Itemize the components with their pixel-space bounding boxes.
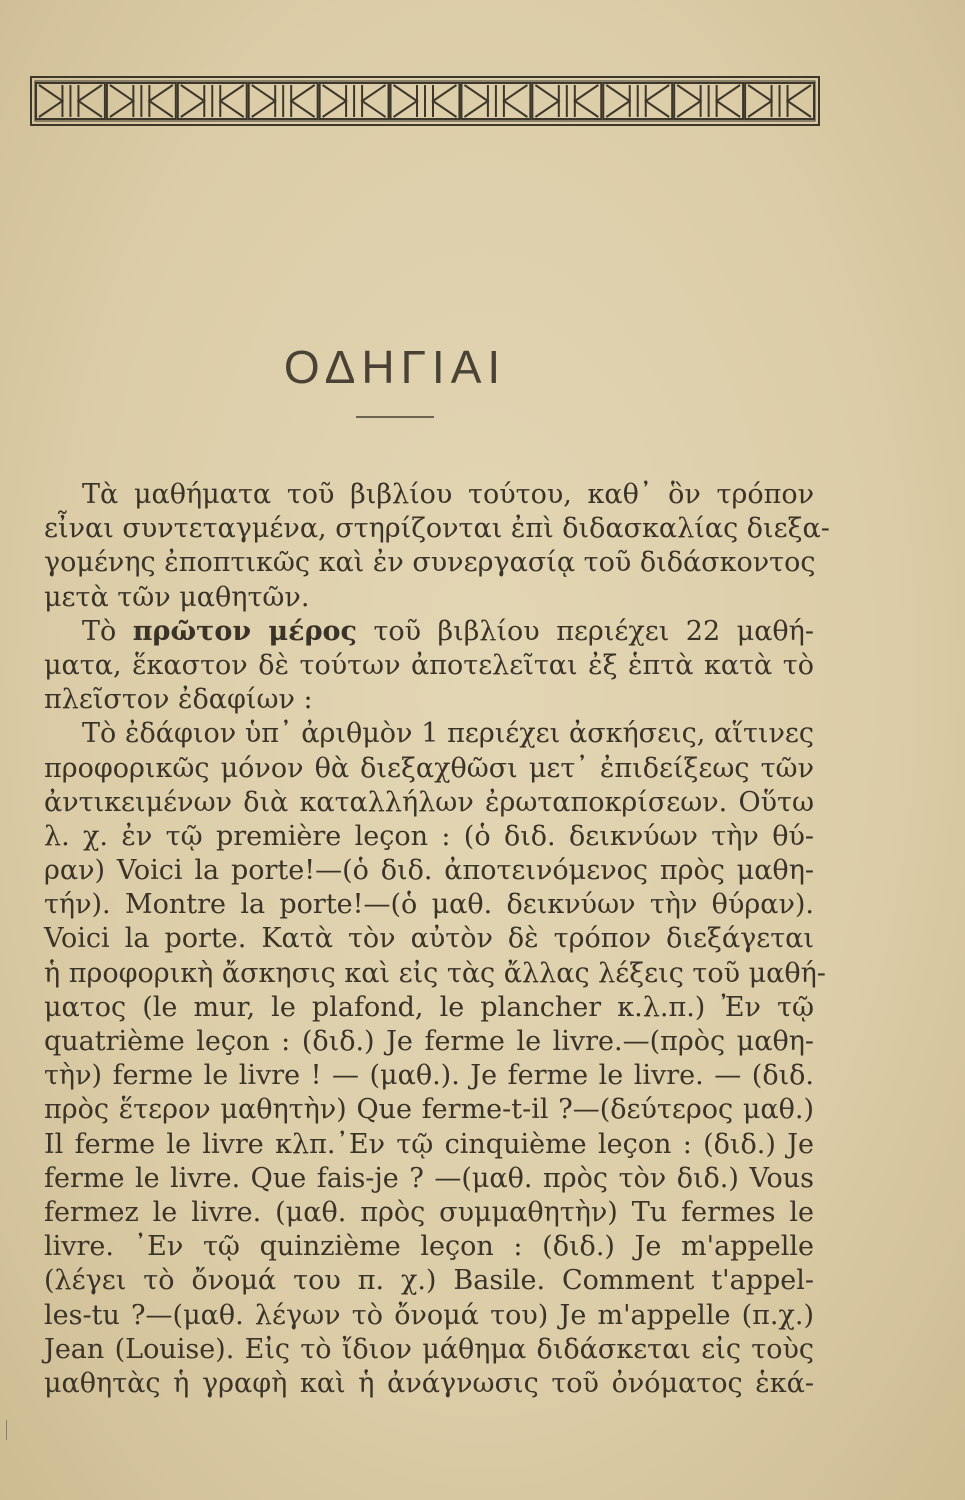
text-line: les-tu ?—(μαθ. λέγων τὸ ὄνομά του) Je m'appelle (π.χ.) [44, 1299, 814, 1331]
ornament-motif [252, 85, 315, 117]
text-line: Τὰ μαθήματα τοῦ βιβλίου τούτου, καθ᾿ ὃν τρόπον [82, 479, 814, 510]
text-line: Τὸ ἐδάφιον ὑπ᾿ ἀριθμὸν 1 περιέχει ἀσκήσεις, αἵτινες [82, 718, 814, 750]
margin-mark [6, 1420, 21, 1440]
text-line: τὴν) ferme le livre ! — (μαθ.). Je ferme le livre. — (διδ. [44, 1060, 814, 1092]
text-line: πλεῖστον ἐδαφίων : [44, 684, 313, 716]
text-line: ἀντικειμένων διὰ καταλλήλων ἐρωταποκρίσεων. Οὕτω [44, 786, 814, 818]
ornament-motif [394, 85, 457, 117]
text-line: livre. ᾿Εν τῷ quinzième leçon : (διδ.) Je m'appelle [44, 1231, 814, 1263]
text-line: πρὸς ἕτερον μαθητὴν) Que ferme-t-il ?—(δεύτερος μαθ.) [44, 1094, 814, 1126]
text-line: Il ferme le livre κλπ.᾿Εν τῷ cinquième leçon : (διδ.) Je [44, 1128, 814, 1160]
ornament-motif [39, 85, 102, 117]
text-line: μετὰ τῶν μαθητῶν. [44, 581, 310, 613]
text-line: προφορικῶς μόνον θὰ διεξαχθῶσι μετ᾿ ἐπιδείξεως τῶν [44, 752, 814, 784]
ornament-motif [181, 85, 244, 117]
ornament-motif [110, 85, 173, 117]
greek-key-border [30, 76, 820, 126]
text-line: ferme le livre. Que fais-je ? —(μαθ. πρὸς τὸν διδ.) Vous [44, 1162, 814, 1194]
body-text [44, 478, 830, 1401]
ornament-motif [323, 85, 386, 117]
text-line: γομένης ἐποπτικῶς καὶ ἐν συνεργασίᾳ τοῦ διδάσκοντος [44, 547, 816, 579]
text-line: μαθητὰς ἡ γραφὴ καὶ ἡ ἀνάγνωσις τοῦ ὀνόματος ἑκά- [44, 1367, 814, 1399]
ornament-motif [464, 85, 527, 117]
text-line [44, 615, 814, 649]
ornament-motif [606, 85, 669, 117]
text-line: τήν). Montre la porte!—(ὁ μαθ. δεικνύων τὴν θύραν). [44, 889, 814, 921]
page-title: ΟΔΗΓΙΑΙ [283, 341, 507, 393]
text-line: quatrième leçon : (διδ.) Je ferme le livre.—(πρὸς μαθη- [44, 1026, 814, 1057]
text-line: ματα, ἕκαστον δὲ τούτων ἀποτελεῖται ἐξ ἑπτὰ κατὰ τὸ [44, 649, 814, 681]
title-divider [356, 416, 434, 418]
text-line: (λέγει τὸ ὄνομά του π. χ.) Basile. Comment t'appel- [44, 1265, 814, 1297]
ornament-motif [677, 85, 740, 117]
text-line: λ. χ. ἐν τῷ première leçon : (ὁ διδ. δεικνύων τὴν θύ- [44, 820, 814, 852]
text-line: ραν) Voici la porte!—(ὁ διδ. ἀποτεινόμενος πρὸς μαθη- [44, 855, 814, 887]
emphasis-first-part: πρῶτον μέρος [132, 615, 357, 647]
text-fragment: τοῦ βιβλίου περιέχει 22 μαθή- [356, 615, 814, 647]
text-line: εἶναι συντεταγμένα, στηρίζονται ἐπὶ διδασκαλίας διεξα- [44, 513, 830, 545]
text-line: Jean (Louise). Εἰς τὸ ἴδιον μάθημα διδάσκεται εἰς τοὺς [44, 1333, 814, 1365]
text-fragment: Τὸ [82, 615, 133, 647]
ornament-motif [748, 85, 811, 117]
text-line: Voici la porte. Κατὰ τὸν αὐτὸν δὲ τρόπον διεξάγεται [44, 923, 814, 955]
text-line: ἡ προφορικὴ ἄσκησις καὶ εἰς τὰς ἄλλας λέξεις τοῦ μαθή- [44, 957, 826, 989]
text-line: ματος (le mur, le plafond, le plancher κ.λ.π.) Ἐν τῷ [44, 991, 814, 1023]
text-line: fermez le livre. (μαθ. πρὸς συμμαθητὴν) Tu fermes le [44, 1196, 814, 1228]
ornament-motif [535, 85, 598, 117]
